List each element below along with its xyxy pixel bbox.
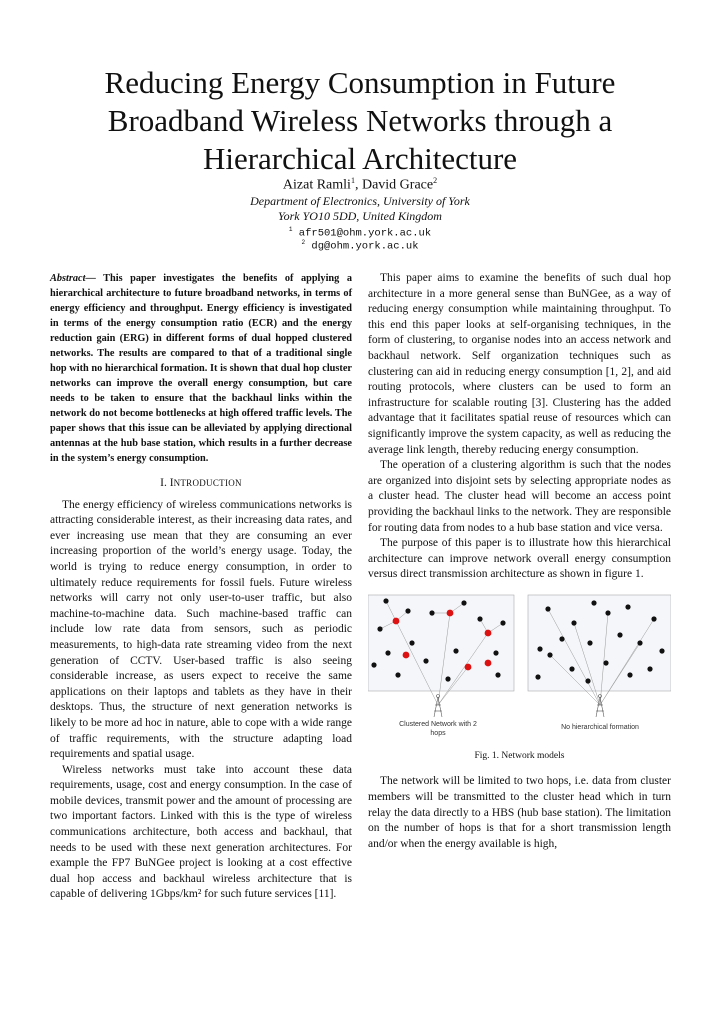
right-paragraph-3: The purpose of this paper is to illustrate how this hierarchical architecture can improve network overall energy consumption versus direct transmission architecture as shown in figure 1. [368,537,671,581]
author-1-sup: 1 [350,176,355,185]
right-paragraph-1: This paper aims to examine the benefits of such dual hop architecture in a more general sense than BuNGee, as a way of reducing energy consumption while maintaining throughput. To this end this paper looks at self-organising techniques, in the form of clustering, to organise nodes into an access network and backhaul network. Self organization techniques such as clustering can aid in reducing energy consumption [1, 2], and aid routing protocols, where clusters can be used to form an infrastructure for scalable routing [3]. Clustering has the added advantage that it facilitates spatial reuse of resources which can significantly improve the system capacity, as well as reducing the average link length, thereby reducing energy consumption. [368,272,671,456]
email-1-sup: 1 [288,226,293,233]
figure-label-left-1: Clustered Network with 2 [399,720,477,728]
abstract [50,271,352,466]
abstract-label: Abstract [50,273,86,284]
figure-caption: Fig. 1. Network models [474,750,565,761]
section-rest: NTRODUCTION [173,478,242,488]
author-2: , David Grace [354,177,434,193]
authors [0,176,720,194]
email-2[interactable] [0,239,720,253]
section-heading-introduction [50,476,352,492]
author-2-sup: 2 [433,176,438,185]
hub-base-station-icon-left [434,694,442,717]
paper-title: Reducing Energy Consumption in Future Broadband Wireless Networks through a Hierarchical Architecture [104,65,616,176]
clustered-network-panel [368,595,514,691]
section-number: I. [160,477,167,489]
left-column [50,271,352,903]
email-2-text[interactable]: dg@ohm.york.ac.uk [311,240,419,253]
right-column [368,271,671,852]
right-paragraph-2: The operation of a clustering algorithm is such that the nodes are organized into disjoint sets by selecting appropriate nodes as a cluster head. The cluster head will become an access point providing the backhaul links to the network. They are responsible for routing data from nodes to a hub base station and vice versa. [368,459,671,534]
intro-paragraph-2: Wireless networks must take into account these data requirements, usage, cost and energy consumption. In the case of mobile devices, transmit power and the amount of processing are two important factors. Linked with this is the type of wireless communications architecture, both access and backhaul, that needs to be used with these next generation architectures. For example the FP7 BuNGee project is looking at a cost effective dual hop access and backhaul wireless architecture that is capable of delivering 1Gbps/km² for such future services [11]. [50,763,352,901]
affiliation-line-1: Department of Electronics, University of York [250,194,470,208]
figure-label-left-2: hops [430,729,446,737]
email-2-sup: 2 [301,239,306,246]
intro-paragraph-1: The energy efficiency of wireless communications networks is attracting considerable interest, as their increasing data rates, and ever increasing use mean that they are consuming an ever increasing proportion of the world’s energy usage. Today, the world is trying to reduce energy consumption, in order to ultimately reduce requirements for fossil fuels. Future wireless networks will carry not only user-to-user traffic, but also machine-to-machine data. Such machine-based traffic can include low rate data from sensors, such as periodic measurements, to high-data rate streaming video from the next generation of CCTV. User-based traffic is also seeing considerable increase, as users expect to receive the same applications on their laptops and tablets as they have in their desktops. Thus, the structure of next generation networks is likely to be more ad hoc in nature, able to cope with a wide range of traffic requirements, with the structure adapting load requirements and spatial usage. [50,498,352,761]
hub-base-station-icon-right [596,694,604,717]
email-1[interactable] [0,226,720,240]
figure-label-right: No hierarchical formation [561,723,639,731]
section-first-letter: I [169,477,174,489]
right-paragraph-4: The network will be limited to two hops, i.e. data from cluster members will be transmitted to the cluster head which in turn relay the data directly to a HBS (hub base station). The limitation on the number of hops is that for a short transmission length and/or when the energy available is high, [368,775,671,850]
abstract-text: — This paper investigates the benefits of applying a hierarchical architecture to future broadband networks, in terms of energy efficiency and throughput. Energy efficiency is investigated in terms of the energy consumption ratio (ECR) and the energy reduction gain (ERG) in different forms of dual hopped clustered networks. The results are compared to that of a traditional single hop with no hierarchical formation. It is shown that dual hop cluster networks can improve the overall energy consumption, but care needs to be taken to ensure that the backhaul links within the network do not become bottlenecks at high offered traffic levels. The paper shows that this issue can be alleviated by applying directional antennas at the hub base station, which results in a further decrease in the system’s energy consumption. [50,273,352,464]
affiliation-line-2: York YO10 5DD, United Kingdom [278,209,442,223]
affiliation [0,194,720,224]
figure-network-models [368,593,671,747]
email-1-text[interactable]: afr501@ohm.york.ac.uk [298,227,432,240]
author-1: Aizat Ramli [282,177,351,193]
